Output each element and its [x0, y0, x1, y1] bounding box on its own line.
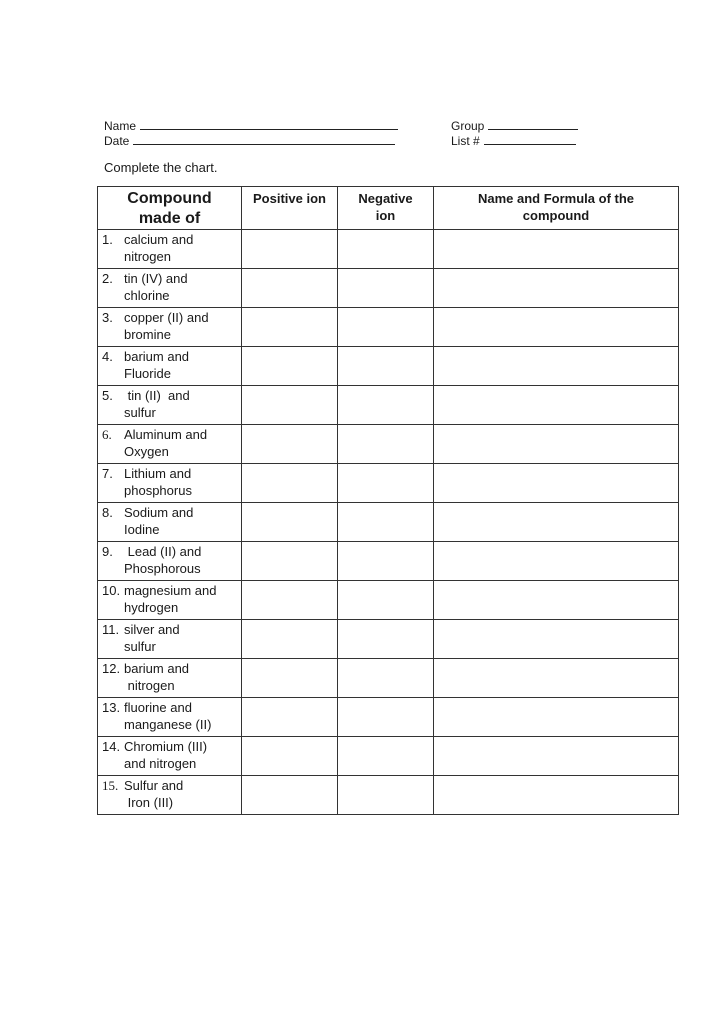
compound-text-line2: hydrogen	[124, 600, 179, 615]
compound-cell	[98, 698, 242, 737]
compound-line1	[102, 543, 239, 560]
column-compound	[98, 187, 242, 230]
compound-cell	[98, 737, 242, 776]
compound-cell	[98, 347, 242, 386]
table-row	[98, 347, 679, 386]
list-field[interactable]	[451, 134, 576, 148]
compound-line1	[102, 621, 239, 638]
column-negative-ion-line2: ion	[375, 208, 396, 223]
table-row	[98, 581, 679, 620]
compound-line1	[102, 231, 239, 248]
negative-ion-cell[interactable]	[338, 308, 434, 347]
name-formula-cell[interactable]	[434, 269, 679, 308]
row-number: 4.	[102, 349, 113, 364]
table-row	[98, 386, 679, 425]
compound-cell	[98, 386, 242, 425]
compound-text-line1: Aluminum and	[124, 427, 208, 442]
compound-line1	[102, 738, 239, 755]
group-field[interactable]	[451, 119, 578, 133]
name-field[interactable]	[104, 119, 398, 133]
compound-text-line1: fluorine and	[124, 700, 192, 715]
row-number: 5.	[102, 388, 113, 403]
table-row	[98, 737, 679, 776]
positive-ion-cell[interactable]	[242, 698, 338, 737]
compound-text-line1: Sulfur and	[124, 778, 184, 793]
positive-ion-cell[interactable]	[242, 269, 338, 308]
compound-text-line1: tin (II) and	[124, 388, 190, 403]
compound-cell	[98, 464, 242, 503]
compound-text-line2: sulfur	[124, 405, 156, 420]
compound-line1	[102, 660, 239, 677]
compound-text-line2: nitrogen	[124, 249, 171, 264]
compound-line1	[102, 426, 239, 443]
name-label: Name	[104, 119, 137, 133]
compound-text-line2: Phosphorous	[124, 561, 201, 576]
compound-cell	[98, 425, 242, 464]
column-positive-ion-label: Positive ion	[253, 191, 326, 206]
table-row	[98, 620, 679, 659]
column-compound-line1: Compound	[127, 190, 212, 207]
compound-text-line1: calcium and	[124, 232, 194, 247]
negative-ion-cell[interactable]	[338, 581, 434, 620]
table-row	[98, 425, 679, 464]
column-negative-ion	[338, 187, 434, 230]
positive-ion-cell[interactable]	[242, 464, 338, 503]
compound-cell	[98, 269, 242, 308]
compound-text-line2: Fluoride	[124, 366, 171, 381]
compound-text-line2: phosphorus	[124, 483, 192, 498]
compound-cell	[98, 308, 242, 347]
positive-ion-cell[interactable]	[242, 230, 338, 269]
positive-ion-cell[interactable]	[242, 737, 338, 776]
compound-cell	[98, 581, 242, 620]
compound-cell	[98, 542, 242, 581]
row-number: 8.	[102, 505, 113, 520]
date-label: Date	[104, 134, 130, 148]
compound-text-line2: and nitrogen	[124, 756, 197, 771]
compound-cell	[98, 659, 242, 698]
name-formula-cell[interactable]	[434, 386, 679, 425]
row-number: 11.	[102, 622, 120, 637]
compound-text-line1: magnesium and	[124, 583, 217, 598]
compound-cell	[98, 776, 242, 815]
compound-text-line2: chlorine	[124, 288, 170, 303]
table-row	[98, 776, 679, 815]
negative-ion-cell[interactable]	[338, 347, 434, 386]
negative-ion-cell[interactable]	[338, 620, 434, 659]
compound-text-line2: Iodine	[124, 522, 160, 537]
name-formula-cell[interactable]	[434, 542, 679, 581]
row-number: 15.	[102, 778, 119, 793]
positive-ion-cell[interactable]	[242, 581, 338, 620]
compound-cell	[98, 620, 242, 659]
positive-ion-cell[interactable]	[242, 620, 338, 659]
name-formula-cell[interactable]	[434, 698, 679, 737]
compound-text-line2: nitrogen	[124, 678, 175, 693]
compound-line1	[102, 504, 239, 521]
row-number: 1.	[102, 232, 113, 247]
header-row	[98, 187, 679, 230]
negative-ion-cell[interactable]	[338, 659, 434, 698]
table-row	[98, 308, 679, 347]
compound-text-line2: manganese (II)	[124, 717, 212, 732]
compound-line1	[102, 465, 239, 482]
compound-line1	[102, 699, 239, 716]
group-label: Group	[451, 119, 485, 133]
list-label: List #	[451, 134, 480, 148]
table-row	[98, 464, 679, 503]
compound-text-line2: bromine	[124, 327, 171, 342]
row-number: 13.	[102, 700, 121, 715]
chart-body	[98, 230, 679, 815]
table-row	[98, 503, 679, 542]
name-formula-cell[interactable]	[434, 503, 679, 542]
compound-line1	[102, 270, 239, 287]
column-compound-line2: made of	[138, 210, 201, 227]
name-formula-cell[interactable]	[434, 464, 679, 503]
name-formula-cell[interactable]	[434, 776, 679, 815]
negative-ion-cell[interactable]	[338, 230, 434, 269]
table-row	[98, 230, 679, 269]
compound-text-line1: copper (II) and	[124, 310, 209, 325]
name-formula-cell[interactable]	[434, 659, 679, 698]
list-blank-line[interactable]	[484, 134, 576, 145]
compound-line1	[102, 387, 239, 404]
negative-ion-cell[interactable]	[338, 776, 434, 815]
name-formula-cell[interactable]	[434, 230, 679, 269]
table-row	[98, 659, 679, 698]
column-name-formula	[434, 187, 679, 230]
negative-ion-cell[interactable]	[338, 425, 434, 464]
compound-text-line1: Sodium and	[124, 505, 194, 520]
name-blank-line[interactable]	[140, 119, 398, 130]
column-name-formula-line2: compound	[522, 208, 590, 223]
compound-line1	[102, 309, 239, 326]
row-number: 2.	[102, 271, 113, 286]
table-row	[98, 698, 679, 737]
compound-text-line2: sulfur	[124, 639, 156, 654]
positive-ion-cell[interactable]	[242, 776, 338, 815]
row-number: 6.	[102, 427, 112, 442]
column-name-formula-line1: Name and Formula of the	[477, 191, 635, 206]
column-negative-ion-line1: Negative	[358, 191, 413, 206]
column-positive-ion	[242, 187, 338, 230]
name-formula-cell[interactable]	[434, 581, 679, 620]
negative-ion-cell[interactable]	[338, 698, 434, 737]
compound-line1	[102, 777, 239, 794]
table-row	[98, 269, 679, 308]
row-number: 12.	[102, 661, 121, 676]
compound-cell	[98, 230, 242, 269]
compound-text-line1: Lead (II) and	[124, 544, 202, 559]
instructions-text: Complete the chart.	[104, 160, 218, 175]
row-number: 14.	[102, 739, 121, 754]
table-row	[98, 542, 679, 581]
negative-ion-cell[interactable]	[338, 269, 434, 308]
compound-text-line1: Chromium (III)	[124, 739, 208, 754]
row-number: 3.	[102, 310, 113, 325]
positive-ion-cell[interactable]	[242, 659, 338, 698]
negative-ion-cell[interactable]	[338, 737, 434, 776]
positive-ion-cell[interactable]	[242, 386, 338, 425]
name-formula-cell[interactable]	[434, 425, 679, 464]
name-formula-cell[interactable]	[434, 620, 679, 659]
positive-ion-cell[interactable]	[242, 308, 338, 347]
positive-ion-cell[interactable]	[242, 347, 338, 386]
compound-text-line1: tin (IV) and	[124, 271, 188, 286]
name-formula-cell[interactable]	[434, 347, 679, 386]
compound-text-line1: Lithium and	[124, 466, 192, 481]
date-blank-line[interactable]	[133, 134, 395, 145]
compound-text-line2: Iron (III)	[124, 795, 174, 810]
name-formula-cell[interactable]	[434, 308, 679, 347]
row-number: 10.	[102, 583, 121, 598]
compound-line1	[102, 348, 239, 365]
positive-ion-cell[interactable]	[242, 542, 338, 581]
group-blank-line[interactable]	[488, 119, 578, 130]
negative-ion-cell[interactable]	[338, 386, 434, 425]
compound-text-line2: Oxygen	[124, 444, 169, 459]
compound-line1	[102, 582, 239, 599]
date-field[interactable]	[104, 134, 395, 148]
negative-ion-cell[interactable]	[338, 542, 434, 581]
positive-ion-cell[interactable]	[242, 503, 338, 542]
name-formula-cell[interactable]	[434, 737, 679, 776]
compound-text-line1: barium and	[124, 349, 190, 364]
row-number: 9.	[102, 544, 113, 559]
negative-ion-cell[interactable]	[338, 464, 434, 503]
compound-cell	[98, 503, 242, 542]
compound-text-line1: silver and	[124, 622, 180, 637]
compound-chart	[97, 186, 679, 815]
positive-ion-cell[interactable]	[242, 425, 338, 464]
negative-ion-cell[interactable]	[338, 503, 434, 542]
row-number: 7.	[102, 466, 113, 481]
compound-text-line1: barium and	[124, 661, 190, 676]
